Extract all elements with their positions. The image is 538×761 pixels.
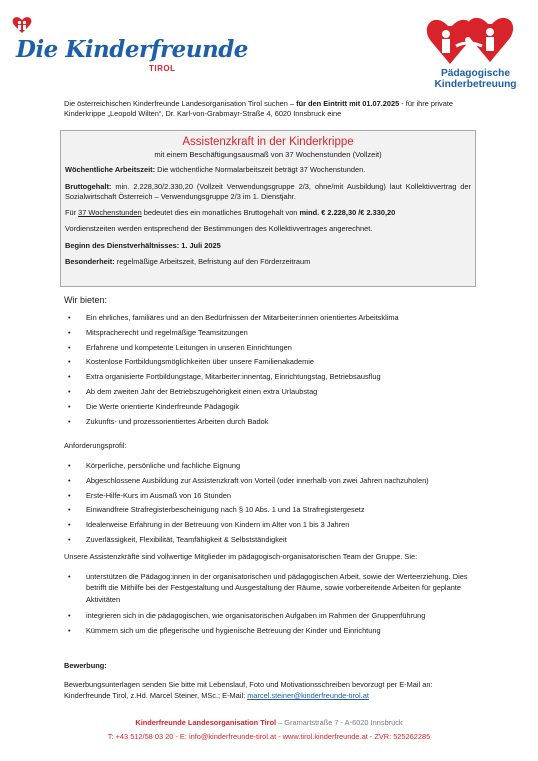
working-hours-text: Die wöchentliche Normalarbeitszeit beträgt 37 Wochenstunden. <box>155 165 366 175</box>
list-item: • Körperliche, persönliche und fachliche Eignung <box>64 461 474 476</box>
job-subtitle: mit einem Beschäftigungsausmaß von 37 Wochenstunden (Vollzeit) <box>154 149 382 159</box>
list-item: • Idealerweise Erfahrung in der Betreuung von Kindern im Alter von 1 bis 3 Jahren <box>64 520 474 535</box>
start-date: Beginn des Dienstverhältnisses: 1. Juli 2025 <box>65 240 221 250</box>
kinderfreunde-logo <box>12 14 248 76</box>
list-item: • Mitspracherecht und regelmäßige Teamsitzungen <box>64 328 474 343</box>
application-heading: Bewerbung: <box>64 661 107 670</box>
list-item: • Kümmern sich um die pflegerische und hygienische Betreuung der Kinder und Einrichtung <box>64 625 474 636</box>
monthly-mid: bedeutet dies ein monatliches Bruttogehalt von <box>141 208 300 218</box>
job-title: Assistenzkraft in der Kinderkrippe <box>182 136 354 148</box>
intro-start-date: für den Eintritt mit 01.07.2025 <box>296 99 400 108</box>
list-item: • Extra organisierte Fortbildungstage, Mitarbeiter:innentag, Einrichtungstag, Betriebsausflug <box>64 372 474 387</box>
footer-contact: T: +43 512/58 03 20 - E: info@kinderfreunde-tirol.at - www.tirol.kinderfreunde.at - ZVR: 525262285 <box>107 732 431 741</box>
prior-service: Vordienstzeiten werden entsprechend der Bestimmungen des Kollektivvertrages angerechnet. <box>65 224 373 234</box>
logo-line-2: Kinderbetreuung <box>434 79 517 90</box>
special-text: regelmäßige Arbeitszeit, Befristung auf den Förderzeitraum <box>114 256 311 266</box>
special-note <box>65 257 471 267</box>
list-item: • integrieren sich in die pädagogischen, wie organisatorischen Aufgaben im Rahmen der Gruppenführung <box>64 610 474 621</box>
list-item: • unterstützen die Pädagog:innen in der organisatorischen und pädagogischen Arbeit, sowie der Werteerziehung. Dies betrifft die Mithilfe bei der Festgestaltung und Ausgestaltung der Räume, sowie vorbereitende Arbeiten für geplante Aktivitäten <box>64 571 474 605</box>
list-item: • Kostenlose Fortbildungsmöglichkeiten über unsere Familienakademie <box>64 357 474 372</box>
brand-region: TIROL <box>149 64 176 73</box>
working-hours-label: Wöchentliche Arbeitszeit: <box>65 165 156 175</box>
email-link[interactable]: marcel.steiner@kinderfreunde-tirol.at <box>247 691 369 701</box>
list-item: • Zukunfts- und prozessorientiertes Arbeiten durch Badok <box>64 417 474 432</box>
application-text <box>64 679 478 702</box>
list-item: • Ein ehrliches, familiäres und an den Bedürfnissen der Mitarbeiter:innen orientiertes Arbeitsklima <box>64 313 474 328</box>
monthly-hours: 37 Wochenstunden <box>78 208 142 218</box>
special-label: Besonderheit: <box>65 256 115 266</box>
application-body: Bewerbungsunterlagen senden Sie bitte mit Lebenslauf, Foto und Motivationsschreiben bevorzugt per E-Mail an: Kinderfreunde Tirol, z.Hd. Marcel Steiner, MSc.; E-Mail: <box>64 680 433 701</box>
intro-part-1: Die österreichischen Kinderfreunde Landesorganisation Tirol suchen – <box>64 99 297 108</box>
footer-org: Kinderfreunde Landesorganisation Tirol <box>135 718 277 727</box>
intro-text <box>64 99 478 119</box>
duties-list <box>64 571 474 641</box>
duties-intro: Unsere Assistenzkräfte sind vollwertige Mitglieder im pädagogisch-organisatorischen Team der Gruppe. Sie: <box>64 552 418 561</box>
footer-street: – Gramartstraße 7 - A-6020 Innsbruck <box>276 718 403 727</box>
heart-children-icon <box>418 10 533 68</box>
brand-wordmark: Die Kinderfreunde <box>16 36 248 63</box>
salary-text: min. 2.228,30/2.330,20 (Vollzeit Verwendungsgruppe 2/3, ohne/mit Ausbildung) laut Kollektivvertrag der Sozialwirtschaft Österreich – Verwendungsgruppe 2/3 im 1. Dienstjahr. <box>65 181 471 201</box>
offer-list <box>64 313 474 431</box>
footer-address <box>0 718 538 728</box>
salary <box>65 182 471 202</box>
requirements-heading: Anforderungsprofil: <box>64 441 127 450</box>
job-summary-box <box>60 130 476 287</box>
working-hours <box>65 165 471 175</box>
offer-heading: Wir bieten: <box>64 295 108 305</box>
list-item: • Abgeschlossene Ausbildung zur Assistenzkraft von Vorteil (oder innerhalb von zwei Jahren nachzuholen) <box>64 476 474 491</box>
monthly-amount: mind. € 2.228,30 /€ 2.330,20 <box>299 208 396 218</box>
requirements-list <box>64 461 474 550</box>
list-item: • Zuverlässigkeit, Flexibilität, Teamfähigkeit & Selbstständigkeit <box>64 535 474 550</box>
monthly-salary <box>65 208 471 218</box>
list-item: • Einwandfreie Strafregisterbescheinigung nach § 10 Abs. 1 und 1a Strafregistergesetz <box>64 505 474 520</box>
list-item: • Erste-Hilfe-Kurs im Ausmaß von 16 Stunden <box>64 491 474 506</box>
list-item: • Ab dem zweiten Jahr der Betriebszugehörigkeit einen extra Urlaubstag <box>64 387 474 402</box>
salary-label: Bruttogehalt: <box>65 181 112 191</box>
monthly-pre: Für <box>65 208 79 218</box>
list-item: • Erfahrene und kompetente Leitungen in unseren Einrichtungen <box>64 343 474 358</box>
intro-part-2: - für ihre private Kinderkrippe „Leopold Wilten“, Dr. Karl-von-Grabmayr-Straße 4, 6020 Innsbruck eine <box>64 99 454 119</box>
paedagogische-kinderbetreuung-logo <box>418 10 533 92</box>
list-item: • Die Werte orientierte Kinderfreunde Pädagogik <box>64 402 474 417</box>
logo-line-1: Pädagogische <box>440 68 511 79</box>
